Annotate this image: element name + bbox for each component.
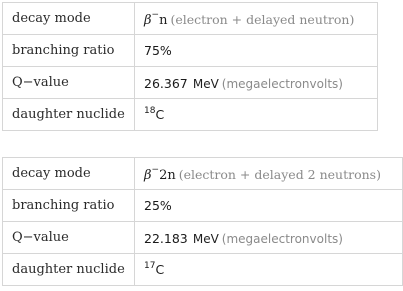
q-value-label: Q−value [3,67,135,99]
q-value-cell [135,222,403,254]
decay-products: 2n [159,168,176,183]
q-value-number: 22.183 [144,231,188,246]
branching-ratio-value: 75% [135,35,378,67]
branching-ratio-label: branching ratio [3,190,135,222]
decay-table-2 [2,157,403,286]
decay-mode-row [3,158,403,190]
branching-ratio-value: 25% [135,190,403,222]
q-value-unit-name: (megaelectronvolts) [221,232,343,246]
decay-mode-row [3,3,378,35]
branching-ratio-label: branching ratio [3,35,135,67]
charge-superscript: − [151,164,160,175]
q-value-row [3,222,403,254]
element-symbol: C [155,262,165,277]
decay-description: (electron + delayed neutron) [170,12,355,27]
q-value-unit: MeV [192,232,219,246]
decay-description: (electron + delayed 2 neutrons) [178,167,381,182]
mass-number: 17 [144,260,156,271]
decay-mode-value [135,3,378,35]
daughter-nuclide-label: daughter nuclide [3,99,135,131]
element-symbol: C [155,107,165,122]
branching-ratio-row [3,35,378,67]
mass-number: 18 [144,105,156,116]
q-value-number: 26.367 [144,76,188,91]
daughter-nuclide-label: daughter nuclide [3,254,135,286]
decay-table-1 [2,2,378,131]
branching-ratio-row [3,190,403,222]
charge-superscript: − [151,9,160,20]
daughter-nuclide-row [3,254,403,286]
beta-symbol: β [144,13,152,28]
decay-mode-label: decay mode [3,3,135,35]
q-value-row [3,67,378,99]
q-value-label: Q−value [3,222,135,254]
q-value-unit: MeV [192,77,219,91]
beta-symbol: β [144,168,152,183]
q-value-unit-name: (megaelectronvolts) [221,77,343,91]
decay-mode-label: decay mode [3,158,135,190]
daughter-nuclide-row [3,99,378,131]
daughter-nuclide-value [135,254,403,286]
decay-mode-value [135,158,403,190]
q-value-cell [135,67,378,99]
daughter-nuclide-value [135,99,378,131]
decay-products: n [159,13,168,28]
